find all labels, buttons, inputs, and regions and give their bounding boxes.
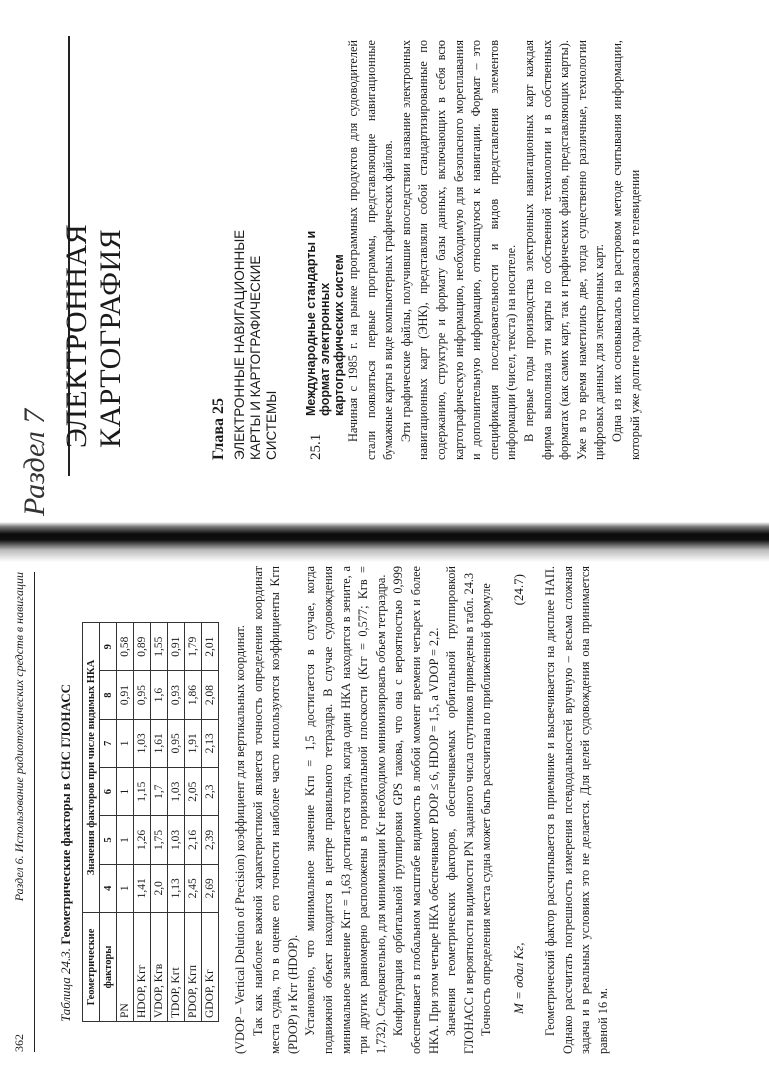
table-cell: 1,13 [168,864,185,912]
subsection-title: Международные стандарты и формат электронных картографических систем [304,230,346,416]
paragraph: Эти графические файлы, получившие впоследствии название электронных навигационных карт (ЭНК), представляли собой стандартизированные по содержанию, структуре и формату базы данных, включающих в себя всю картографическую информацию, необходимую для безопасного мореплавания и дополнительную информацию, относящуюся к навигации. Формат – это спецификация последовательности и видов представления элементов информации (чисел, текста) на носителе. [398,40,519,460]
table-cell: 1,7 [151,768,168,816]
table-cell: 1,91 [185,719,202,767]
table-row [185,623,202,1022]
section-title: ЭЛЕКТРОННАЯ КАРТОГРАФИЯ [60,223,127,448]
table-cell: 1,61 [151,719,168,767]
table-row [151,623,168,1022]
table-caption-title: Геометрические факторы в СНС ГЛОНАСС [58,683,73,945]
table-cell: 1 [117,719,134,767]
table-header-factors: Геометрические [83,912,100,1021]
table-cell: 2,0 [151,864,168,912]
table-cell-factor: VDOP, Kгв [151,912,168,1021]
table-cell-factor: PDOP, Kгп [185,912,202,1021]
table-cell-factor: HDOP, Kгг [134,912,151,1021]
table-cell: 2,16 [185,816,202,864]
table-caption [58,684,74,1022]
table-header-count: 4 [100,864,117,912]
table-header-factors-2: факторы [100,912,117,1021]
table-cell-factor: PN [117,912,134,1021]
table-cell: 1,86 [185,671,202,719]
header-rule [34,572,35,1052]
table-cell: 1 [117,816,134,864]
paragraph: Так как наиболее важной характеристикой является точность определения координат места судна, то в оценке его точности наиболее часто используются коэффициенты Kгп (PDOP) и Kгг (HDOP). [250,566,300,1054]
table-cell: 1,15 [134,768,151,816]
formula: M = σдал Kг, [510,942,526,1014]
table-cell: 2,3 [202,768,219,816]
subsection-number: 25.1 [308,433,324,460]
table-header-count: 5 [100,816,117,864]
geometric-factors-table [82,622,219,1022]
right-page-body [345,40,644,460]
table-cell: 1 [117,864,134,912]
table-cell: 0,91 [168,623,185,671]
right-page [0,6,769,526]
table-cell: 2,01 [202,623,219,671]
running-head [12,572,32,1052]
table-row [202,623,219,1022]
table-header-count: 7 [100,719,117,767]
table-cell: 1,03 [168,816,185,864]
paragraph: Конфигурация орбитальной группировки GPS такова, что она с вероятностью 0,999 обеспечивает в глобальном масштабе видимость в любой момент времени четырех и более НКА. При этом четыре НКА обеспечивают PDOP ≤ 6, HDOP = 1,5, а VDOP = 2,2. [391,566,441,1054]
table-header-count: 8 [100,671,117,719]
table-cell: 0,95 [168,719,185,767]
table-cell: 0,89 [134,623,151,671]
table-cell-factor: GDOP, Kг [202,912,219,1021]
page-number: 362 [12,1034,26,1052]
table-cell: 1,03 [168,768,185,816]
table-cell: 2,69 [202,864,219,912]
table-cell: 1,26 [134,816,151,864]
left-page [0,554,769,1074]
table-cell-factor: TDOP, Kгt [168,912,185,1021]
table-cell: 1,75 [151,816,168,864]
paragraph: Одна из них основывалась на растровом методе считывания информации, который уже долгие годы использовался в телевидении [609,40,642,460]
table-cell: 1,41 [134,864,151,912]
paragraph: (VDOP – Vertical Delution of Precision) коэффициент для вертикальных координат. [233,625,247,1054]
table-cell: 0,58 [117,623,134,671]
table-cell: 0,91 [117,671,134,719]
book-binding-shadow [0,522,769,562]
table-cell: 0,93 [168,671,185,719]
table-cell: 2,13 [202,719,219,767]
table-cell: 1,6 [151,671,168,719]
formula-block [504,566,534,1054]
paragraph: Значения геометрических факторов, обеспечиваемых орбитальной группировкой ГЛОНАСС и вероятности видимости PN заданного числа спутников приведены в табл. 24.3 [444,566,476,1054]
chapter-number: Глава 25 [210,398,227,460]
table-row [168,623,185,1022]
table-header-count: 6 [100,768,117,816]
table-cell: 2,39 [202,816,219,864]
left-page-body [232,566,612,1054]
table-header-values: Значения факторов при числе видимых НКА [83,623,100,913]
table-cell: 2,45 [185,864,202,912]
table-header-count: 9 [100,623,117,671]
table-row [117,623,134,1022]
running-head-title: Раздел 6. Использование радиотехнических средств в навигации [12,572,26,902]
table-cell: 2,05 [185,768,202,816]
table-cell: 1 [117,768,134,816]
table-caption-label: Таблица 24.3. [58,947,73,1022]
paragraph: Геометрический фактор рассчитывается в приемнике и высвечивается на дисплее НАП. Однако рассчитать погрешность измерения псевдодальностей вручную – весьма сложная задача и в реальных условиях это не делается. Для целей судовождения она принимается равной 16 м. [542,566,610,1054]
table-cell: 2,08 [202,671,219,719]
formula-number: (24.7) [510,574,526,606]
table-cell: 0,95 [134,671,151,719]
paragraph: Начиная с 1985 г. на рынке программных продуктов для судоводителей стали появляться первые программы, представляющие навигационные бумажные карты в виде компьютерных графических файлов. [346,40,396,460]
chapter-title: ЭЛЕКТРОННЫЕ НАВИГАЦИОННЫЕ КАРТЫ И КАРТОГРАФИЧЕСКИЕ СИСТЕМЫ [232,229,279,460]
table-row [134,623,151,1022]
table-cell: 1,79 [185,623,202,671]
table-cell: 1,03 [134,719,151,767]
table-cell: 1,55 [151,623,168,671]
paragraph: В первые годы производства электронных навигационных карт каждая фирма выполняла эти карты по собственной технологии и в собственных форматах (как самих карт, так и графических файлов, представляющих карты). Уже в то время наметились две, тогда существенно различные, технологии цифровых данных для электронных карт. [521,40,607,460]
paragraph: Установлено, что минимальное значение Kгп = 1,5 достигается в случае, когда подвижной объект находится в центре правильного тетраэдра. В случае судовождения минимальное значение Kгг = 1,63 достигается тогда, когда один НКА находится в зените, а три других равномерно расположены в горизонтальной плоскости (Kгг = 0,577; Kгв = 1,732). Следовательно, для минимизации Kг необходимо минимизировать объем тетраэдра. [303,566,388,1054]
section-label: Раздел 7 [18,408,51,516]
paragraph: Точность определения места судна может быть рассчитана по приближенной формуле [479,583,494,1036]
